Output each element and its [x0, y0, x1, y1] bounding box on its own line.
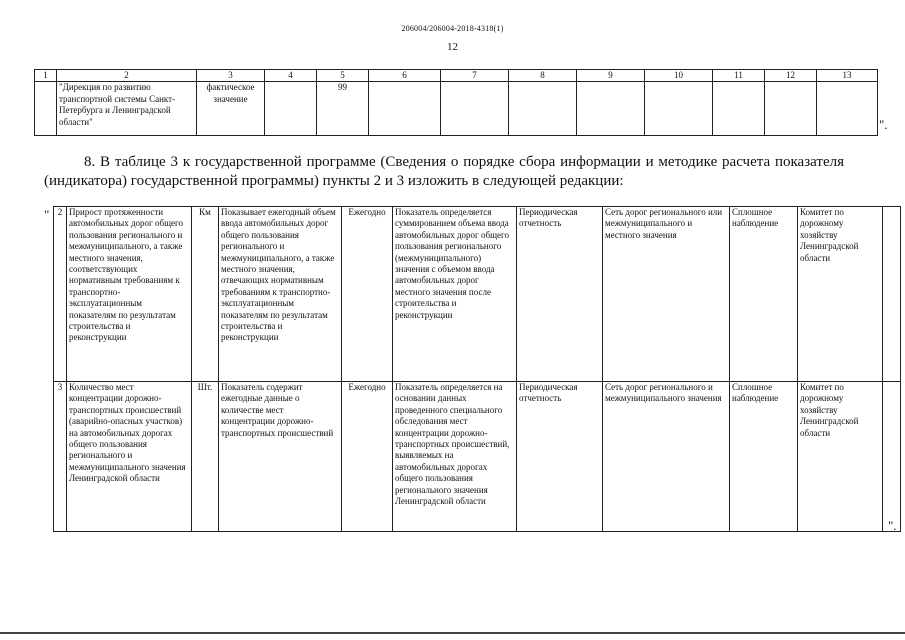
table-cell: Комитет по дорожному хозяйству Ленинградской области — [798, 207, 883, 382]
table-cell: Сплошное наблюдение — [730, 207, 798, 382]
header-cell: 7 — [441, 70, 509, 82]
table-cell: Ежегодно — [342, 207, 393, 382]
table-cell: Прирост протяженности автомобильных дорог общего пользования регионального и межмуниципального, а также местного значения, соответствующих нормативным требованиям к транспортно-эксплуатационным показателям по результатам строительства и реконструкции — [67, 207, 192, 382]
header-cell: 4 — [265, 70, 317, 82]
header-cell: 6 — [369, 70, 441, 82]
table-cell: "Дирекция по развитию транспортной системы Санкт-Петербурга и Ленинградской области" — [57, 82, 197, 136]
table-row — [54, 207, 901, 382]
header-cell: 10 — [645, 70, 713, 82]
amendment-paragraph: 8. В таблице 3 к государственной программе (Сведения о порядке сбора информации и методике расчета показателя (индикатора) государственной программы) пункты 2 и 3 изложить в следующей редакции: — [44, 154, 844, 189]
table-cell — [765, 82, 817, 136]
header-cell: 8 — [509, 70, 577, 82]
table-row — [54, 382, 901, 532]
table-top-fragment — [34, 69, 878, 136]
table-cell: Количество мест концентрации дорожно-транспортных происшествий (аварийно-опасных участков) на автомобильных дорогах общего пользования регионального и межмуниципального значения Ленинградской области — [67, 382, 192, 532]
table-cell: Показывает ежегодный объем ввода автомобильных дорог общего пользования регионального и межмуниципального, а также местного значения, отвечающих нормативным требованиям к транспортно-эксплуатационным показателям по результатам строительства и реконструкции — [219, 207, 342, 382]
page-number: 12 — [447, 41, 458, 53]
table-row — [35, 82, 878, 136]
table-cell: Ежегодно — [342, 382, 393, 532]
scan-edge-line — [0, 632, 905, 634]
header-cell: 9 — [577, 70, 645, 82]
table-cell: Сеть дорог регионального или межмуниципального и местного значения — [603, 207, 730, 382]
table-cell: Шт. — [192, 382, 219, 532]
document-id: 206004/206004-2018-4318(1) — [401, 24, 504, 33]
table-cell — [265, 82, 317, 136]
table-cell: Показатель содержит ежегодные данные о количестве мест концентрации дорожно-транспортных происшествий — [219, 382, 342, 532]
header-cell: 12 — [765, 70, 817, 82]
header-cell: 11 — [713, 70, 765, 82]
table-cell: Периодическая отчетность — [517, 382, 603, 532]
header-cell: 1 — [35, 70, 57, 82]
header-cell: 2 — [57, 70, 197, 82]
table-cell — [645, 82, 713, 136]
table-header-row — [35, 70, 878, 82]
table-cell — [369, 82, 441, 136]
table-cell: Комитет по дорожному хозяйству Ленинградской области — [798, 382, 883, 532]
table-cell — [509, 82, 577, 136]
closing-quote: ". — [879, 117, 888, 132]
table-cell: Периодическая отчетность — [517, 207, 603, 382]
row-number: 3 — [54, 382, 67, 532]
table-cell — [441, 82, 509, 136]
table-cell — [577, 82, 645, 136]
table-cell: Показатель определяется суммированием объема ввода автомобильных дорог общего пользования регионального (межмуниципального) значения с объемом ввода автомобильных дорог местного значения после строительства и реконструкции — [393, 207, 517, 382]
header-cell: 5 — [317, 70, 369, 82]
table-cell — [35, 82, 57, 136]
row-number: 2 — [54, 207, 67, 382]
header-cell: 13 — [817, 70, 878, 82]
table-cell: Сплошное наблюдение — [730, 382, 798, 532]
table-cell: 99 — [317, 82, 369, 136]
opening-quote: " — [44, 207, 50, 222]
header-cell: 3 — [197, 70, 265, 82]
table-cell — [817, 82, 878, 136]
table-cell — [713, 82, 765, 136]
table-indicators — [53, 206, 901, 532]
table-cell: фактическое значение — [197, 82, 265, 136]
table-cell: Сеть дорог регионального и межмуниципального значения — [603, 382, 730, 532]
table-cell — [883, 207, 901, 382]
table-cell: Показатель определяется на основании данных проведенного специального обследования мест концентрации дорожно-транспортных происшествий, выявляемых на автомобильных дорогах общего пользования регионального значения Ленинградской области — [393, 382, 517, 532]
table-cell: Км — [192, 207, 219, 382]
table-cell — [883, 382, 901, 532]
closing-quote: ". — [888, 518, 897, 533]
